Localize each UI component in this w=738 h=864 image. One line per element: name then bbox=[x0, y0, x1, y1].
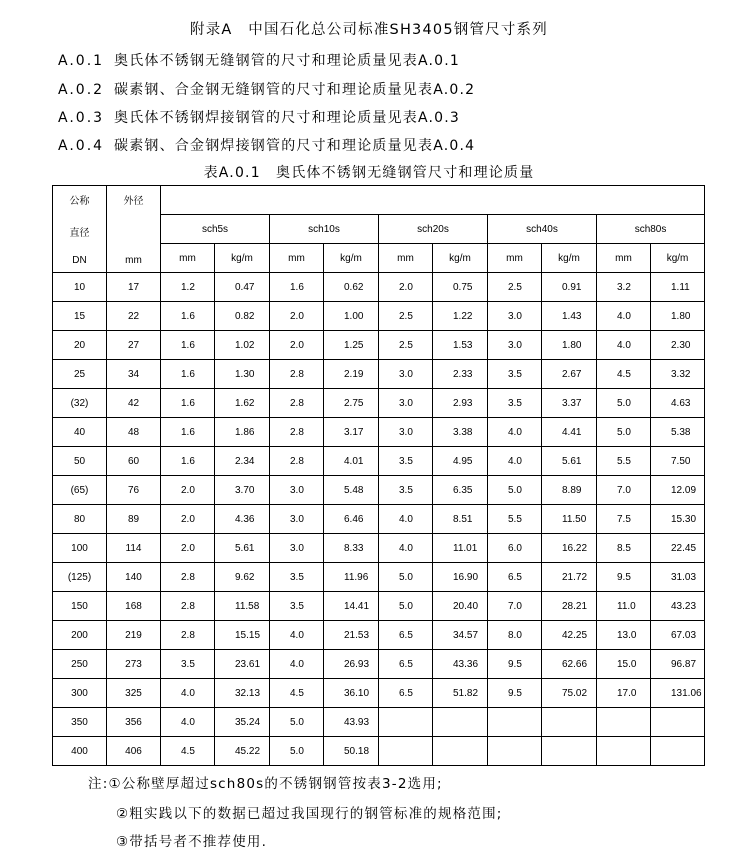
mass-cell: 2.34 bbox=[215, 447, 270, 476]
item-a02 bbox=[58, 79, 475, 99]
unit-header: kg/m bbox=[215, 244, 270, 273]
mass-cell: 21.53 bbox=[324, 621, 379, 650]
mass-cell: 50.18 bbox=[324, 737, 379, 766]
dn-cell: (65) bbox=[53, 476, 107, 505]
mass-cell bbox=[651, 708, 705, 737]
unit-header: kg/m bbox=[433, 244, 488, 273]
thickness-cell: 3.0 bbox=[488, 302, 542, 331]
item-number: A.0.4 bbox=[58, 138, 105, 154]
table-row bbox=[53, 534, 705, 563]
table-row bbox=[53, 331, 705, 360]
table-row bbox=[53, 418, 705, 447]
table-row bbox=[53, 563, 705, 592]
thickness-cell: 8.0 bbox=[488, 621, 542, 650]
mass-cell bbox=[433, 737, 488, 766]
mass-cell: 1.86 bbox=[215, 418, 270, 447]
thickness-cell: 5.0 bbox=[488, 476, 542, 505]
dn-cell: 80 bbox=[53, 505, 107, 534]
mass-cell: 1.02 bbox=[215, 331, 270, 360]
table-row bbox=[53, 389, 705, 418]
mass-cell: 35.24 bbox=[215, 708, 270, 737]
mass-cell: 43.93 bbox=[324, 708, 379, 737]
item-text: 碳素钢、合金钢无缝钢管的尺寸和理论质量见表A.0.2 bbox=[114, 82, 476, 98]
mass-cell: 2.67 bbox=[542, 360, 597, 389]
nominal-diameter-header bbox=[53, 186, 107, 273]
thickness-cell: 6.5 bbox=[379, 650, 433, 679]
thickness-cell: 7.0 bbox=[488, 592, 542, 621]
mass-cell: 1.43 bbox=[542, 302, 597, 331]
mass-cell: 5.61 bbox=[215, 534, 270, 563]
thickness-cell: 4.5 bbox=[161, 737, 215, 766]
mass-cell: 34.57 bbox=[433, 621, 488, 650]
thickness-cell: 5.0 bbox=[270, 737, 324, 766]
od-cell: 48 bbox=[107, 418, 161, 447]
mass-cell: 3.38 bbox=[433, 418, 488, 447]
thickness-cell: 2.8 bbox=[270, 418, 324, 447]
thickness-cell: 2.8 bbox=[161, 621, 215, 650]
thickness-cell: 17.0 bbox=[597, 679, 651, 708]
mass-cell: 75.02 bbox=[542, 679, 597, 708]
od-cell: 17 bbox=[107, 273, 161, 302]
table-row bbox=[53, 505, 705, 534]
mass-cell: 62.66 bbox=[542, 650, 597, 679]
thickness-cell: 2.5 bbox=[379, 302, 433, 331]
dn-cell: 300 bbox=[53, 679, 107, 708]
thickness-cell: 2.8 bbox=[270, 389, 324, 418]
item-a01 bbox=[58, 50, 460, 70]
header-text: 直径 bbox=[69, 227, 90, 239]
thickness-cell: 1.6 bbox=[161, 302, 215, 331]
thickness-cell: 4.0 bbox=[379, 534, 433, 563]
thickness-cell: 3.5 bbox=[379, 447, 433, 476]
mass-cell: 8.51 bbox=[433, 505, 488, 534]
od-cell: 406 bbox=[107, 737, 161, 766]
mass-cell: 1.25 bbox=[324, 331, 379, 360]
thickness-cell: 3.0 bbox=[270, 505, 324, 534]
table-row bbox=[53, 273, 705, 302]
item-a03 bbox=[58, 107, 460, 127]
dn-cell: 350 bbox=[53, 708, 107, 737]
mass-cell: 11.50 bbox=[542, 505, 597, 534]
mass-cell: 11.58 bbox=[215, 592, 270, 621]
thickness-cell bbox=[488, 708, 542, 737]
thickness-cell: 3.2 bbox=[597, 273, 651, 302]
mass-cell: 4.41 bbox=[542, 418, 597, 447]
mass-cell: 1.30 bbox=[215, 360, 270, 389]
schedule-header: sch20s bbox=[379, 215, 488, 244]
thickness-cell: 4.0 bbox=[161, 679, 215, 708]
thickness-cell: 3.0 bbox=[379, 418, 433, 447]
thickness-cell: 2.0 bbox=[161, 534, 215, 563]
table-row bbox=[53, 679, 705, 708]
thickness-cell: 2.0 bbox=[270, 331, 324, 360]
thickness-cell: 9.5 bbox=[488, 679, 542, 708]
thickness-cell: 3.5 bbox=[379, 476, 433, 505]
header-text: 外径 bbox=[123, 196, 144, 207]
thickness-cell: 3.5 bbox=[488, 360, 542, 389]
mass-cell: 131.06 bbox=[651, 679, 705, 708]
mass-cell: 15.15 bbox=[215, 621, 270, 650]
outer-diameter-header bbox=[107, 186, 161, 273]
dn-cell: 40 bbox=[53, 418, 107, 447]
mass-cell: 1.80 bbox=[651, 302, 705, 331]
mass-cell: 16.22 bbox=[542, 534, 597, 563]
mass-cell: 12.09 bbox=[651, 476, 705, 505]
table-caption: 表A.0.1 奥氏体不锈钢无缝钢管尺寸和理论质量 bbox=[203, 165, 535, 181]
mass-cell: 11.96 bbox=[324, 563, 379, 592]
thickness-cell: 4.0 bbox=[270, 621, 324, 650]
thickness-cell: 5.0 bbox=[270, 708, 324, 737]
thickness-cell: 1.6 bbox=[161, 418, 215, 447]
thickness-cell: 1.6 bbox=[161, 447, 215, 476]
dn-cell: 150 bbox=[53, 592, 107, 621]
mass-cell: 14.41 bbox=[324, 592, 379, 621]
thickness-cell: 3.0 bbox=[270, 476, 324, 505]
thickness-cell: 1.6 bbox=[161, 360, 215, 389]
dn-cell: (125) bbox=[53, 563, 107, 592]
thickness-cell: 1.6 bbox=[161, 331, 215, 360]
mass-cell: 15.30 bbox=[651, 505, 705, 534]
mass-cell: 42.25 bbox=[542, 621, 597, 650]
mass-cell: 16.90 bbox=[433, 563, 488, 592]
thickness-cell: 2.0 bbox=[161, 476, 215, 505]
od-cell: 34 bbox=[107, 360, 161, 389]
mass-cell bbox=[433, 708, 488, 737]
thickness-cell: 11.0 bbox=[597, 592, 651, 621]
thickness-cell: 9.5 bbox=[488, 650, 542, 679]
pipe-dimension-table bbox=[52, 185, 705, 766]
thickness-cell: 7.0 bbox=[597, 476, 651, 505]
dn-cell: 25 bbox=[53, 360, 107, 389]
schedule-header: sch5s bbox=[161, 215, 270, 244]
unit-header: kg/m bbox=[324, 244, 379, 273]
thickness-cell: 4.0 bbox=[161, 708, 215, 737]
note-2: ②粗实践以下的数据已超过我国现行的钢管标准的规格范围; bbox=[116, 806, 503, 822]
mass-cell bbox=[542, 708, 597, 737]
thickness-cell: 4.0 bbox=[488, 418, 542, 447]
mass-cell: 1.62 bbox=[215, 389, 270, 418]
mass-cell: 4.63 bbox=[651, 389, 705, 418]
od-cell: 114 bbox=[107, 534, 161, 563]
mass-cell: 1.00 bbox=[324, 302, 379, 331]
thickness-cell bbox=[488, 737, 542, 766]
thickness-cell: 3.5 bbox=[270, 592, 324, 621]
mass-cell: 22.45 bbox=[651, 534, 705, 563]
item-number: A.0.2 bbox=[58, 82, 105, 98]
thickness-cell: 2.8 bbox=[161, 563, 215, 592]
item-text: 奥氏体不锈钢焊接钢管的尺寸和理论质量见表A.0.3 bbox=[114, 110, 461, 126]
item-a04 bbox=[58, 135, 475, 155]
item-text: 碳素钢、合金钢焊接钢管的尺寸和理论质量见表A.0.4 bbox=[114, 138, 476, 154]
table-row bbox=[53, 302, 705, 331]
thickness-cell: 5.5 bbox=[597, 447, 651, 476]
dn-cell: 10 bbox=[53, 273, 107, 302]
schedule-header: sch80s bbox=[597, 215, 705, 244]
thickness-cell: 5.0 bbox=[379, 563, 433, 592]
mass-cell: 3.37 bbox=[542, 389, 597, 418]
mass-cell: 3.17 bbox=[324, 418, 379, 447]
mass-cell: 11.01 bbox=[433, 534, 488, 563]
thickness-cell: 6.5 bbox=[488, 563, 542, 592]
mass-cell: 1.53 bbox=[433, 331, 488, 360]
thickness-cell: 4.0 bbox=[488, 447, 542, 476]
thickness-cell: 5.5 bbox=[488, 505, 542, 534]
mass-cell: 5.48 bbox=[324, 476, 379, 505]
thickness-cell: 9.5 bbox=[597, 563, 651, 592]
mass-cell: 1.11 bbox=[651, 273, 705, 302]
unit-header: mm bbox=[488, 244, 542, 273]
thickness-cell: 3.5 bbox=[488, 389, 542, 418]
mass-cell: 31.03 bbox=[651, 563, 705, 592]
header-row bbox=[53, 186, 705, 215]
mass-cell: 6.35 bbox=[433, 476, 488, 505]
mass-cell: 26.93 bbox=[324, 650, 379, 679]
thickness-cell: 4.0 bbox=[270, 650, 324, 679]
mass-cell: 43.36 bbox=[433, 650, 488, 679]
mass-cell: 0.91 bbox=[542, 273, 597, 302]
mass-cell: 2.19 bbox=[324, 360, 379, 389]
unit-header: mm bbox=[597, 244, 651, 273]
thickness-cell: 5.0 bbox=[597, 418, 651, 447]
dn-cell: 20 bbox=[53, 331, 107, 360]
thickness-cell: 3.0 bbox=[379, 360, 433, 389]
thickness-cell: 2.8 bbox=[161, 592, 215, 621]
thickness-cell: 2.8 bbox=[270, 447, 324, 476]
item-number: A.0.3 bbox=[58, 110, 105, 126]
mass-cell bbox=[542, 737, 597, 766]
thickness-cell: 6.5 bbox=[379, 621, 433, 650]
mass-cell: 36.10 bbox=[324, 679, 379, 708]
header-spacer bbox=[161, 186, 705, 215]
table-row bbox=[53, 708, 705, 737]
table-row bbox=[53, 360, 705, 389]
thickness-cell: 3.0 bbox=[270, 534, 324, 563]
mass-cell: 3.70 bbox=[215, 476, 270, 505]
dn-cell: 400 bbox=[53, 737, 107, 766]
unit-header: mm bbox=[379, 244, 433, 273]
thickness-cell: 4.5 bbox=[270, 679, 324, 708]
dn-cell: 250 bbox=[53, 650, 107, 679]
table-row bbox=[53, 621, 705, 650]
od-cell: 76 bbox=[107, 476, 161, 505]
mass-cell: 5.38 bbox=[651, 418, 705, 447]
unit-header: mm bbox=[270, 244, 324, 273]
header-text: 公称 bbox=[69, 196, 90, 207]
mass-cell: 5.61 bbox=[542, 447, 597, 476]
mass-cell: 23.61 bbox=[215, 650, 270, 679]
thickness-cell: 4.0 bbox=[597, 331, 651, 360]
mass-cell: 9.62 bbox=[215, 563, 270, 592]
table-row bbox=[53, 592, 705, 621]
mass-cell: 2.75 bbox=[324, 389, 379, 418]
thickness-cell bbox=[597, 737, 651, 766]
schedule-header: sch10s bbox=[270, 215, 379, 244]
mass-cell: 8.33 bbox=[324, 534, 379, 563]
mass-cell: 32.13 bbox=[215, 679, 270, 708]
dn-cell: 100 bbox=[53, 534, 107, 563]
od-cell: 89 bbox=[107, 505, 161, 534]
mass-cell: 3.32 bbox=[651, 360, 705, 389]
table-row bbox=[53, 650, 705, 679]
thickness-cell: 2.0 bbox=[161, 505, 215, 534]
dn-cell: (32) bbox=[53, 389, 107, 418]
mass-cell: 4.95 bbox=[433, 447, 488, 476]
thickness-cell: 4.0 bbox=[597, 302, 651, 331]
thickness-cell: 13.0 bbox=[597, 621, 651, 650]
od-cell: 273 bbox=[107, 650, 161, 679]
mass-cell: 8.89 bbox=[542, 476, 597, 505]
unit-header: kg/m bbox=[651, 244, 705, 273]
od-cell: 27 bbox=[107, 331, 161, 360]
item-text: 奥氏体不锈钢无缝钢管的尺寸和理论质量见表A.0.1 bbox=[114, 53, 461, 69]
mass-cell: 4.36 bbox=[215, 505, 270, 534]
appendix-title: 附录A 中国石化总公司标准SH3405钢管尺寸系列 bbox=[190, 22, 548, 38]
thickness-cell: 6.5 bbox=[379, 679, 433, 708]
mass-cell: 21.72 bbox=[542, 563, 597, 592]
thickness-cell: 2.5 bbox=[488, 273, 542, 302]
thickness-cell: 2.8 bbox=[270, 360, 324, 389]
thickness-cell: 4.0 bbox=[379, 505, 433, 534]
note-3: ③带括号者不推荐使用. bbox=[116, 834, 268, 850]
mass-cell: 0.82 bbox=[215, 302, 270, 331]
header-text: mm bbox=[125, 255, 142, 266]
mass-cell: 20.40 bbox=[433, 592, 488, 621]
mass-cell: 0.75 bbox=[433, 273, 488, 302]
mass-cell: 2.30 bbox=[651, 331, 705, 360]
dn-cell: 50 bbox=[53, 447, 107, 476]
thickness-cell: 1.6 bbox=[161, 389, 215, 418]
od-cell: 219 bbox=[107, 621, 161, 650]
mass-cell: 1.22 bbox=[433, 302, 488, 331]
thickness-cell: 2.5 bbox=[379, 331, 433, 360]
od-cell: 168 bbox=[107, 592, 161, 621]
mass-cell: 43.23 bbox=[651, 592, 705, 621]
thickness-cell: 15.0 bbox=[597, 650, 651, 679]
thickness-cell: 7.5 bbox=[597, 505, 651, 534]
thickness-cell: 3.5 bbox=[161, 650, 215, 679]
thickness-cell: 4.5 bbox=[597, 360, 651, 389]
od-cell: 325 bbox=[107, 679, 161, 708]
dn-cell: 200 bbox=[53, 621, 107, 650]
thickness-cell bbox=[597, 708, 651, 737]
thickness-cell: 2.0 bbox=[379, 273, 433, 302]
mass-cell: 2.93 bbox=[433, 389, 488, 418]
thickness-cell: 1.6 bbox=[270, 273, 324, 302]
thickness-cell: 3.0 bbox=[379, 389, 433, 418]
mass-cell: 2.33 bbox=[433, 360, 488, 389]
od-cell: 42 bbox=[107, 389, 161, 418]
unit-header: kg/m bbox=[542, 244, 597, 273]
mass-cell: 0.62 bbox=[324, 273, 379, 302]
header-text: DN bbox=[72, 255, 87, 266]
dn-cell: 15 bbox=[53, 302, 107, 331]
od-cell: 60 bbox=[107, 447, 161, 476]
unit-header: mm bbox=[161, 244, 215, 273]
thickness-cell: 1.2 bbox=[161, 273, 215, 302]
mass-cell: 4.01 bbox=[324, 447, 379, 476]
schedule-header: sch40s bbox=[488, 215, 597, 244]
table-row bbox=[53, 447, 705, 476]
table-row bbox=[53, 737, 705, 766]
mass-cell: 1.80 bbox=[542, 331, 597, 360]
od-cell: 22 bbox=[107, 302, 161, 331]
table-row bbox=[53, 476, 705, 505]
thickness-cell: 2.0 bbox=[270, 302, 324, 331]
od-cell: 356 bbox=[107, 708, 161, 737]
thickness-cell: 5.0 bbox=[379, 592, 433, 621]
thickness-cell: 5.0 bbox=[597, 389, 651, 418]
thickness-cell: 3.0 bbox=[488, 331, 542, 360]
thickness-cell: 3.5 bbox=[270, 563, 324, 592]
note-1: 注:①公称壁厚超过sch80s的不锈钢钢管按表3-2选用; bbox=[88, 776, 443, 792]
mass-cell: 6.46 bbox=[324, 505, 379, 534]
mass-cell: 67.03 bbox=[651, 621, 705, 650]
thickness-cell: 6.0 bbox=[488, 534, 542, 563]
od-cell: 140 bbox=[107, 563, 161, 592]
thickness-cell bbox=[379, 737, 433, 766]
thickness-cell: 8.5 bbox=[597, 534, 651, 563]
mass-cell: 45.22 bbox=[215, 737, 270, 766]
mass-cell bbox=[651, 737, 705, 766]
item-number: A.0.1 bbox=[58, 53, 105, 69]
mass-cell: 7.50 bbox=[651, 447, 705, 476]
mass-cell: 28.21 bbox=[542, 592, 597, 621]
mass-cell: 0.47 bbox=[215, 273, 270, 302]
mass-cell: 51.82 bbox=[433, 679, 488, 708]
mass-cell: 96.87 bbox=[651, 650, 705, 679]
thickness-cell bbox=[379, 708, 433, 737]
